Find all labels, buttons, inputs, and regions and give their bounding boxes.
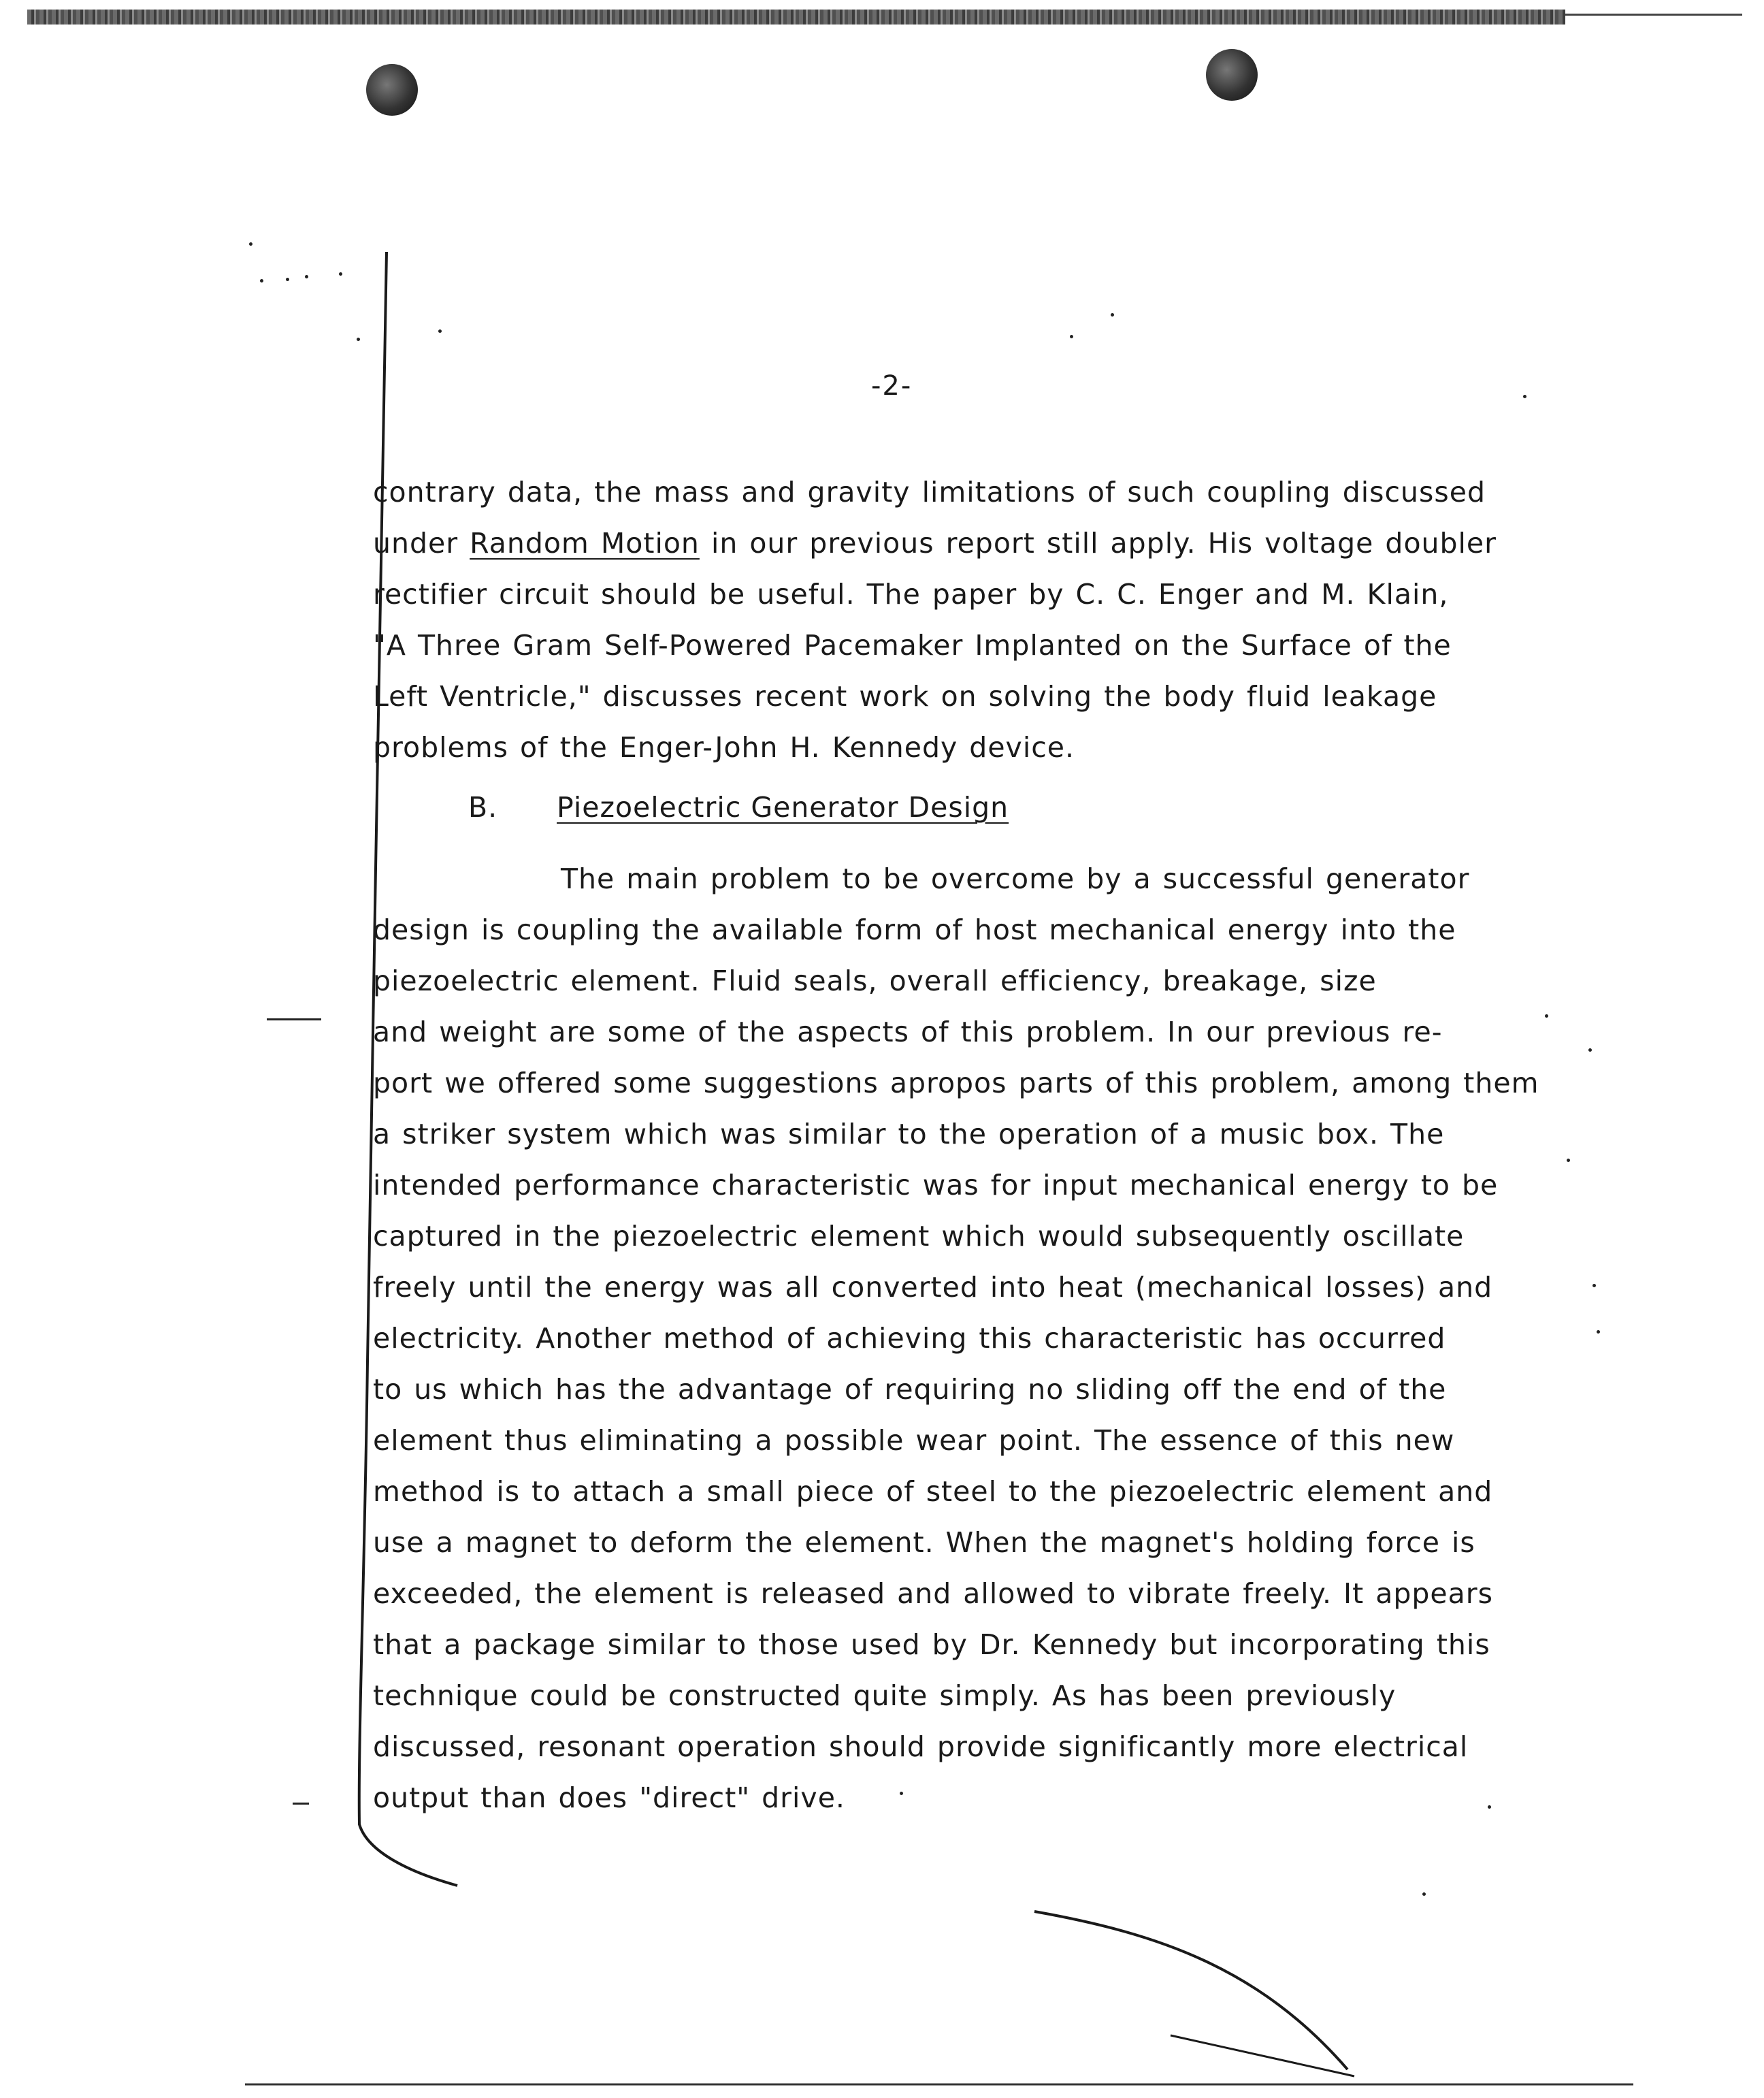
text-line: a striker system which was similar to the operation of a music box. The bbox=[373, 1118, 1445, 1150]
paragraph-continuation bbox=[373, 467, 1639, 773]
scan-speck bbox=[1070, 335, 1073, 338]
scan-speck bbox=[1523, 395, 1526, 398]
text-line: element thus eliminating a possible wear point. The essence of this new bbox=[373, 1424, 1455, 1457]
scan-speck bbox=[286, 278, 289, 281]
text-line: freely until the energy was all converted into heat (mechanical losses) and bbox=[373, 1271, 1493, 1304]
text-line: port we offered some suggestions apropos parts of this problem, among them bbox=[373, 1067, 1539, 1099]
scan-speck bbox=[438, 329, 442, 333]
text-line: problems of the Enger-John H. Kennedy device. bbox=[373, 731, 1075, 764]
scan-speck bbox=[1422, 1892, 1426, 1896]
text-line: Left Ventricle," discusses recent work on solving the body fluid leakage bbox=[373, 680, 1437, 713]
text-line: electricity. Another method of achieving this characteristic has occurred bbox=[373, 1322, 1446, 1355]
text-line: under Random Motion in our previous report still apply. His voltage doubler bbox=[373, 527, 1497, 560]
text-line: that a package similar to those used by Dr. Kennedy but incorporating this bbox=[373, 1628, 1490, 1661]
underlined-phrase: Random Motion bbox=[470, 527, 700, 560]
scan-speck bbox=[305, 275, 308, 278]
text-line: captured in the piezoelectric element which would subsequently oscillate bbox=[373, 1220, 1465, 1253]
scan-speck bbox=[357, 338, 360, 341]
section-heading bbox=[468, 791, 1009, 824]
text-line: to us which has the advantage of requiring no sliding off the end of the bbox=[373, 1373, 1447, 1406]
text-line: design is coupling the available form of host mechanical energy into the bbox=[373, 914, 1456, 946]
margin-dash bbox=[267, 1018, 321, 1020]
scan-speck bbox=[249, 242, 252, 246]
text-line: intended performance characteristic was for input mechanical energy to be bbox=[373, 1169, 1499, 1201]
text-line: contrary data, the mass and gravity limitations of such coupling discussed bbox=[373, 476, 1486, 509]
section-title: Piezoelectric Generator Design bbox=[557, 791, 1009, 824]
scan-speck bbox=[339, 272, 342, 276]
scan-speck bbox=[260, 279, 263, 283]
text-line: output than does "direct" drive. bbox=[373, 1781, 845, 1814]
text-line: discussed, resonant operation should provide significantly more electrical bbox=[373, 1730, 1469, 1763]
margin-dash bbox=[293, 1803, 309, 1805]
text-line: "A Three Gram Self-Powered Pacemaker Implanted on the Surface of the bbox=[373, 629, 1452, 662]
scan-speck bbox=[1111, 313, 1114, 317]
text-line: method is to attach a small piece of steel to the piezoelectric element and bbox=[373, 1475, 1493, 1508]
text-line: piezoelectric element. Fluid seals, overall efficiency, breakage, size bbox=[373, 965, 1377, 997]
text-line: use a magnet to deform the element. When the magnet's holding force is bbox=[373, 1526, 1475, 1559]
paragraph-body bbox=[373, 854, 1639, 1824]
text-line: The main problem to be overcome by a successful generator bbox=[561, 862, 1470, 895]
text-line: exceeded, the element is released and allowed to vibrate freely. It appears bbox=[373, 1577, 1493, 1610]
text-line: rectifier circuit should be useful. The paper by C. C. Enger and M. Klain, bbox=[373, 578, 1449, 611]
text-line: and weight are some of the aspects of this problem. In our previous re- bbox=[373, 1016, 1443, 1048]
section-letter: B. bbox=[468, 791, 498, 824]
page-number: -2- bbox=[871, 370, 913, 402]
text-line: technique could be constructed quite simply. As has been previously bbox=[373, 1679, 1396, 1712]
